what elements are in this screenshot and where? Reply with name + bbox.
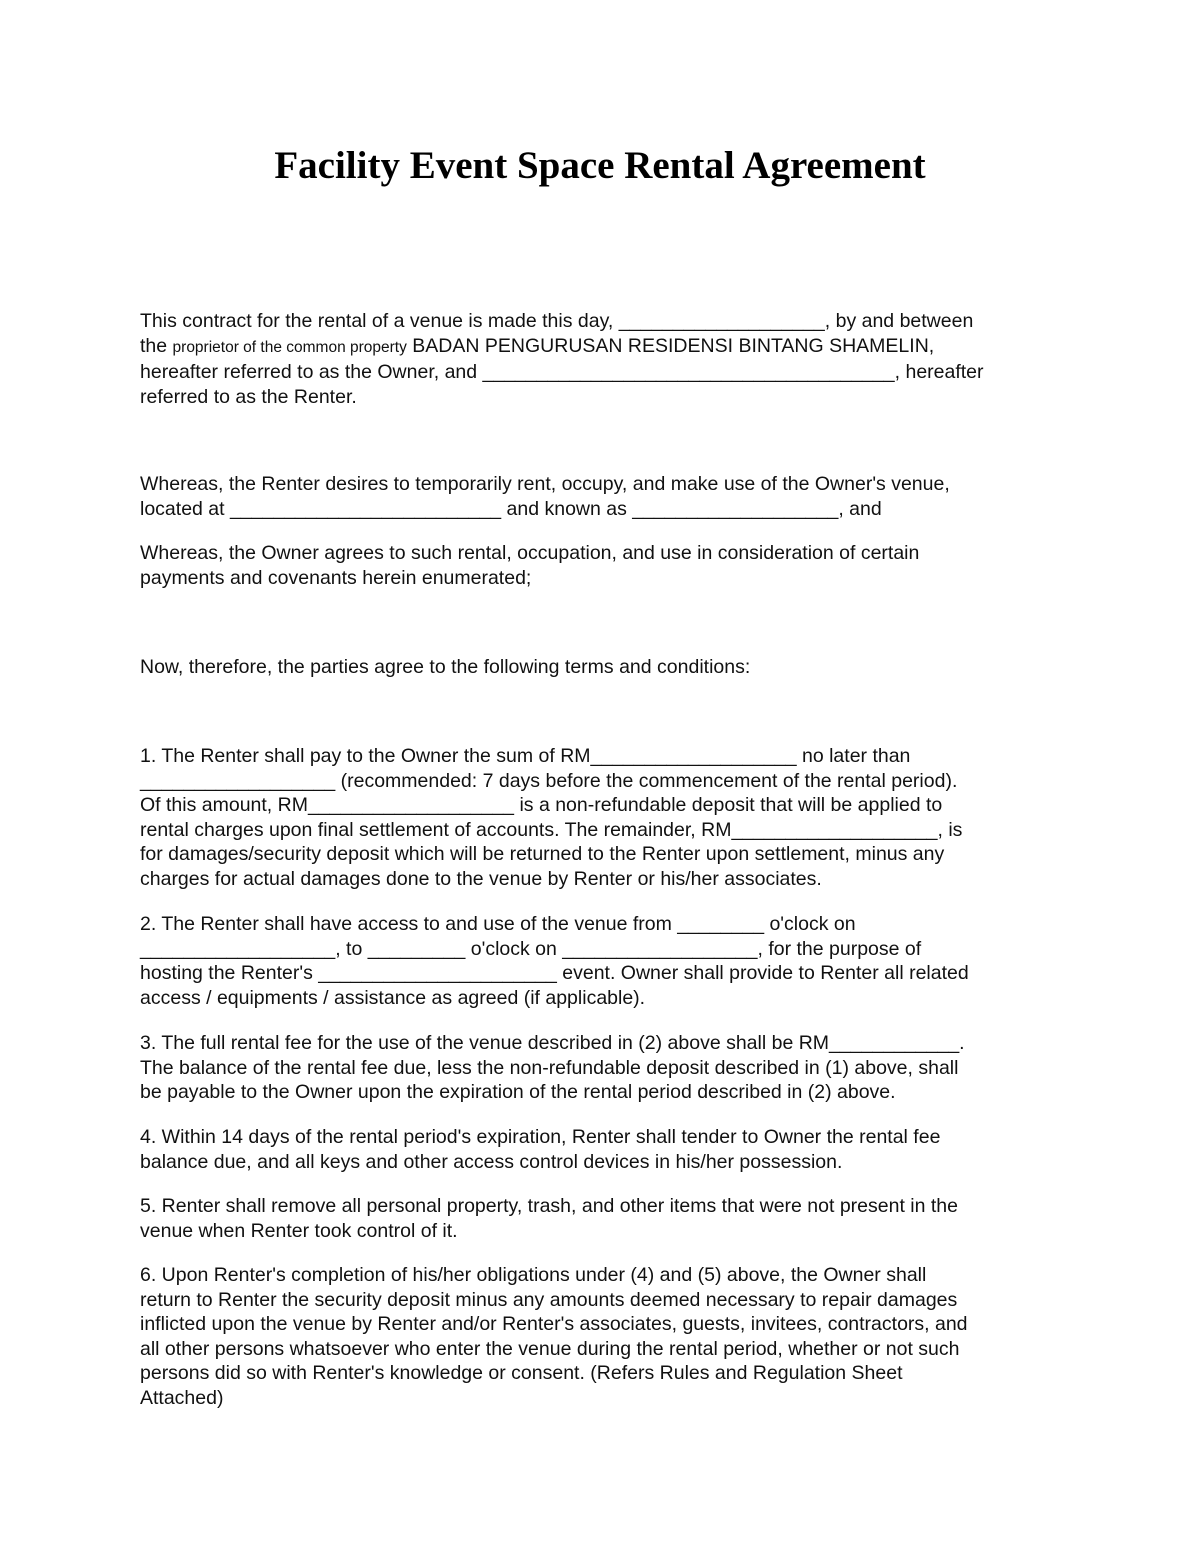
whereas-paragraph [140,541,1070,590]
term-line: all other persons whatsoever who enter the venue during the rental period, whether or not such [140,1337,960,1360]
term-line: The balance of the rental fee due, less the non-refundable deposit described in (1) above, shall [140,1056,959,1079]
whereas-paragraph [140,472,1070,521]
term-4 [140,1125,1070,1174]
term-line: venue when Renter took control of it. [140,1219,458,1242]
term-line: 4. Within 14 days of the rental period's expiration, Renter shall tender to Owner the rental fee [140,1126,941,1148]
term-line: return to Renter the security deposit minus any amounts deemed necessary to repair damages [140,1288,958,1311]
whereas-line: located at _________________________ and known as ___________________, and [140,497,882,520]
intro-paragraph [140,309,1070,409]
whereas-line: Whereas, the Owner agrees to such rental, occupation, and use in consideration of certain [140,542,920,564]
term-5 [140,1194,1070,1243]
term-line: 5. Renter shall remove all personal property, trash, and other items that were not present in the [140,1195,958,1217]
term-line: 6. Upon Renter's completion of his/her obligations under (4) and (5) above, the Owner shall [140,1264,927,1286]
term-1 [140,744,1070,892]
term-2 [140,912,1070,1010]
term-line: for damages/security deposit which will be returned to the Renter upon settlement, minus any [140,843,945,866]
now-therefore-paragraph [140,655,1070,680]
whereas-line: Whereas, the Renter desires to temporarily rent, occupy, and make use of the Owner's venue, [140,473,950,495]
proprietor-text: proprietor of the common property [172,338,407,356]
intro-word-the: the [140,334,168,357]
intro-line: referred to as the Renter. [140,385,357,408]
term-line: 3. The full rental fee for the use of the venue described in (2) above shall be RM____________. [140,1032,965,1054]
term-line: charges for actual damages done to the venue by Renter or his/her associates. [140,867,822,890]
term-line: persons did so with Renter's knowledge or consent. (Refers Rules and Regulation Sheet [140,1362,903,1385]
intro-line: hereafter referred to as the Owner, and ______________________________________, hereafter [140,361,984,384]
term-line: access / equipments / assistance as agreed (if applicable). [140,986,646,1009]
term-line: rental charges upon final settlement of accounts. The remainder, RM___________________, is [140,818,963,841]
now-therefore-line: Now, therefore, the parties agree to the following terms and conditions: [140,656,751,678]
intro-line: This contract for the rental of a venue is made this day, ___________________, by and between [140,310,974,332]
term-line: hosting the Renter's ______________________ event. Owner shall provide to Renter all related [140,962,969,985]
term-6 [140,1263,1070,1411]
term-line: 1. The Renter shall pay to the Owner the sum of RM___________________ no later than [140,745,911,767]
term-line: Of this amount, RM___________________ is a non-refundable deposit that will be applied to [140,794,943,817]
document-title: Facility Event Space Rental Agreement [274,144,926,187]
intro-line [140,334,1070,361]
term-line: balance due, and all keys and other access control devices in his/her possession. [140,1150,843,1173]
term-line: inflicted upon the venue by Renter and/or Renter's associates, guests, invitees, contractors, and [140,1313,968,1336]
term-line: __________________ (recommended: 7 days before the commencement of the rental period). [140,769,958,792]
term-line: 2. The Renter shall have access to and use of the venue from ________ o'clock on [140,913,856,935]
term-line: __________________, to _________ o'clock on __________________, for the purpose of [140,937,922,960]
owner-name: BADAN PENGURUSAN RESIDENSI BINTANG SHAMELIN, [412,334,935,357]
term-line: be payable to the Owner upon the expiration of the rental period described in (2) above. [140,1081,896,1104]
term-3 [140,1031,1070,1105]
term-line: Attached) [140,1386,224,1409]
whereas-line: payments and covenants herein enumerated; [140,566,532,589]
